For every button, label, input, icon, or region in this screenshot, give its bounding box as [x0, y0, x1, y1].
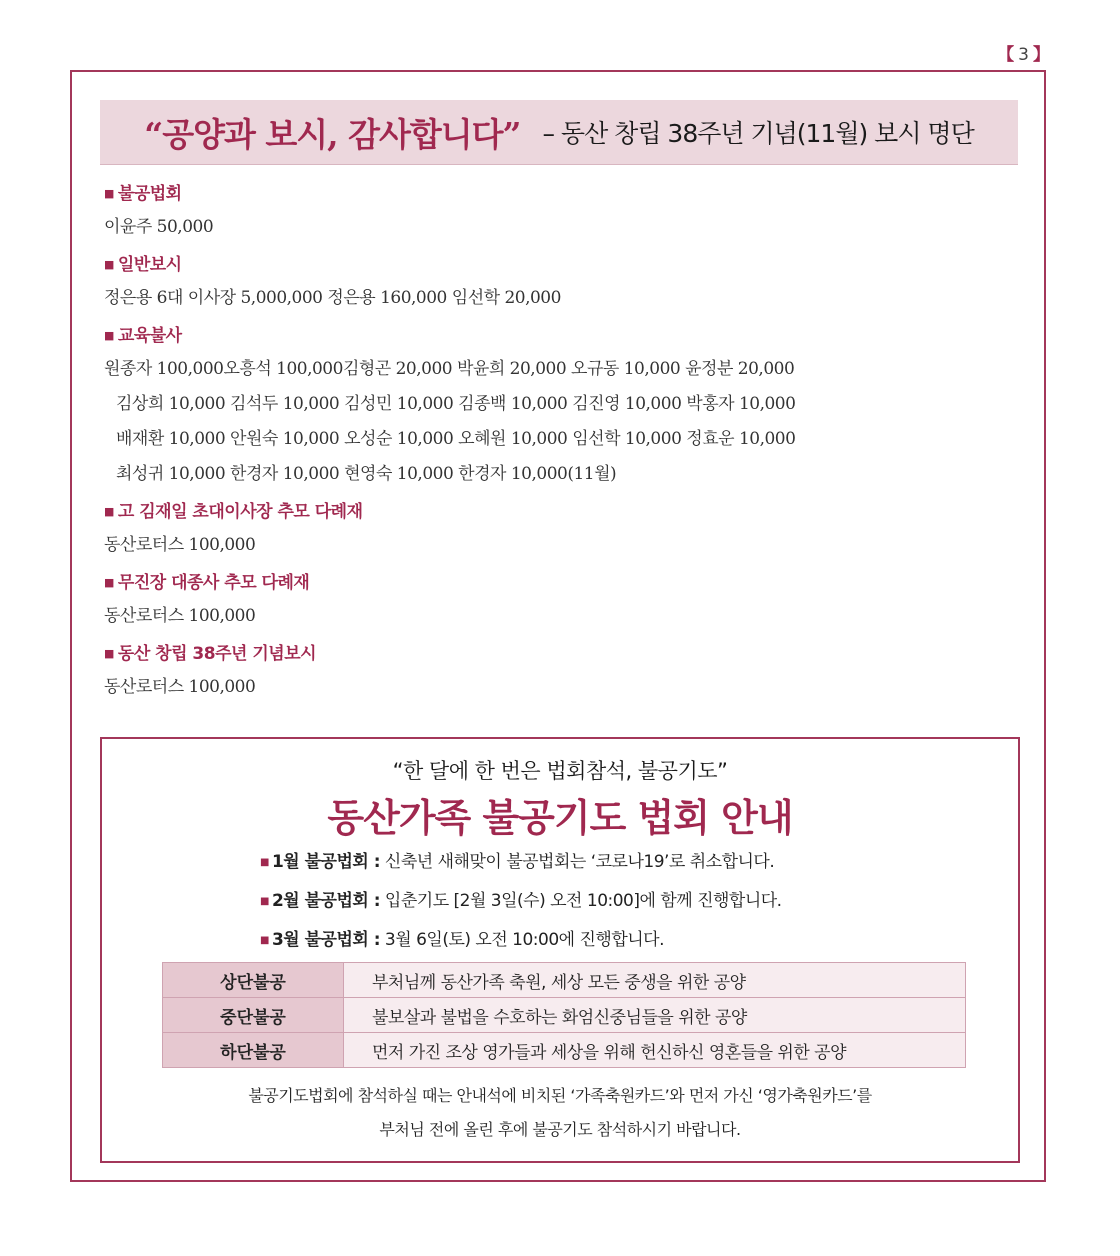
footer-note-line: 부처님 전에 올린 후에 불공기도 참석하시기 바랍니다. [379, 1120, 741, 1139]
donor-line: 정은용 6대 이사장 5,000,000 정은용 160,000 임선학 20,000 [104, 288, 561, 308]
section-heading: ■ 교육불사 [104, 326, 182, 346]
donor-line: 동산로터스 100,000 [104, 677, 256, 697]
section-heading: ■ 무진장 대종사 추모 다례재 [104, 573, 310, 593]
bullet-square-icon: ■ [260, 935, 269, 946]
donor-line: 동산로터스 100,000 [104, 535, 256, 555]
bullet-square-icon: ■ [104, 187, 114, 200]
page-subtitle: – 동산 창립 38주년 기념(11월) 보시 명단 [542, 119, 974, 148]
schedule-item: ■ 2월 불공법회 : 입춘기도 [2월 3일(수) 오전 10:00]에 함께 진행합니다. [260, 891, 782, 911]
bullet-square-icon: ■ [104, 576, 114, 589]
donor-line: 원종자 100,000오흥석 100,000김형곤 20,000 박윤희 20,000 오규동 10,000 윤정분 20,000 [104, 359, 795, 379]
bullet-square-icon: ■ [104, 647, 114, 660]
donor-line: 김상희 10,000 김석두 10,000 김성민 10,000 김종백 10,000 김진영 10,000 박홍자 10,000 [116, 394, 796, 414]
section-heading: ■ 고 김재일 초대이사장 추모 다례재 [104, 502, 363, 522]
section-heading: ■ 불공법회 [104, 184, 182, 204]
donor-line: 최성귀 10,000 한경자 10,000 현영숙 10,000 한경자 10,000(11월) [116, 464, 617, 484]
title-bar [100, 100, 1018, 165]
notice-title: 동산가족 불공기도 법회 안내 [327, 796, 793, 840]
offering-name: 상단불공 [163, 963, 344, 998]
donor-line: 이윤주 50,000 [104, 217, 214, 237]
offering-desc: 불보살과 불법을 수호하는 화엄신중님들을 위한 공양 [344, 998, 966, 1033]
donor-list [104, 178, 1004, 705]
donor-line: 배재환 10,000 안원숙 10,000 오성순 10,000 오혜원 10,000 임선학 10,000 정효운 10,000 [116, 429, 796, 449]
offering-desc: 부처님께 동산가족 축원, 세상 모든 중생을 위한 공양 [344, 963, 966, 998]
table-row [163, 1033, 966, 1068]
footer-note [102, 1079, 1018, 1147]
bullet-square-icon: ■ [104, 258, 114, 271]
page-number: 【 3 】 [997, 45, 1050, 65]
bullet-square-icon: ■ [260, 857, 269, 868]
bullet-square-icon: ■ [104, 329, 114, 342]
notice-box [100, 737, 1020, 1163]
table-row [163, 998, 966, 1033]
bullet-square-icon: ■ [104, 505, 114, 518]
footer-note-line: 불공기도법회에 참석하실 때는 안내석에 비치된 ‘가족축원카드’와 먼저 가신 ‘영가축원카드’를 [248, 1086, 872, 1105]
donor-line: 동산로터스 100,000 [104, 606, 256, 626]
schedule-list [260, 843, 980, 960]
offering-table [162, 962, 966, 1068]
section-heading: ■ 동산 창립 38주년 기념보시 [104, 644, 317, 664]
page-title: “공양과 보시, 감사합니다” [144, 114, 521, 154]
bullet-square-icon: ■ [260, 896, 269, 907]
offering-name: 하단불공 [163, 1033, 344, 1068]
section-heading: ■ 일반보시 [104, 255, 182, 275]
offering-name: 중단불공 [163, 998, 344, 1033]
page-number-value: 3 [1018, 45, 1029, 65]
table-row [163, 963, 966, 998]
schedule-item: ■ 3월 불공법회 : 3월 6일(토) 오전 10:00에 진행합니다. [260, 930, 664, 950]
schedule-item: ■ 1월 불공법회 : 신축년 새해맞이 불공법회는 ‘코로나19’로 취소합니다. [260, 852, 775, 872]
offering-desc: 먼저 가진 조상 영가들과 세상을 위해 헌신하신 영혼들을 위한 공양 [344, 1033, 966, 1068]
notice-quote: “한 달에 한 번은 법회참석, 불공기도” [392, 759, 728, 783]
